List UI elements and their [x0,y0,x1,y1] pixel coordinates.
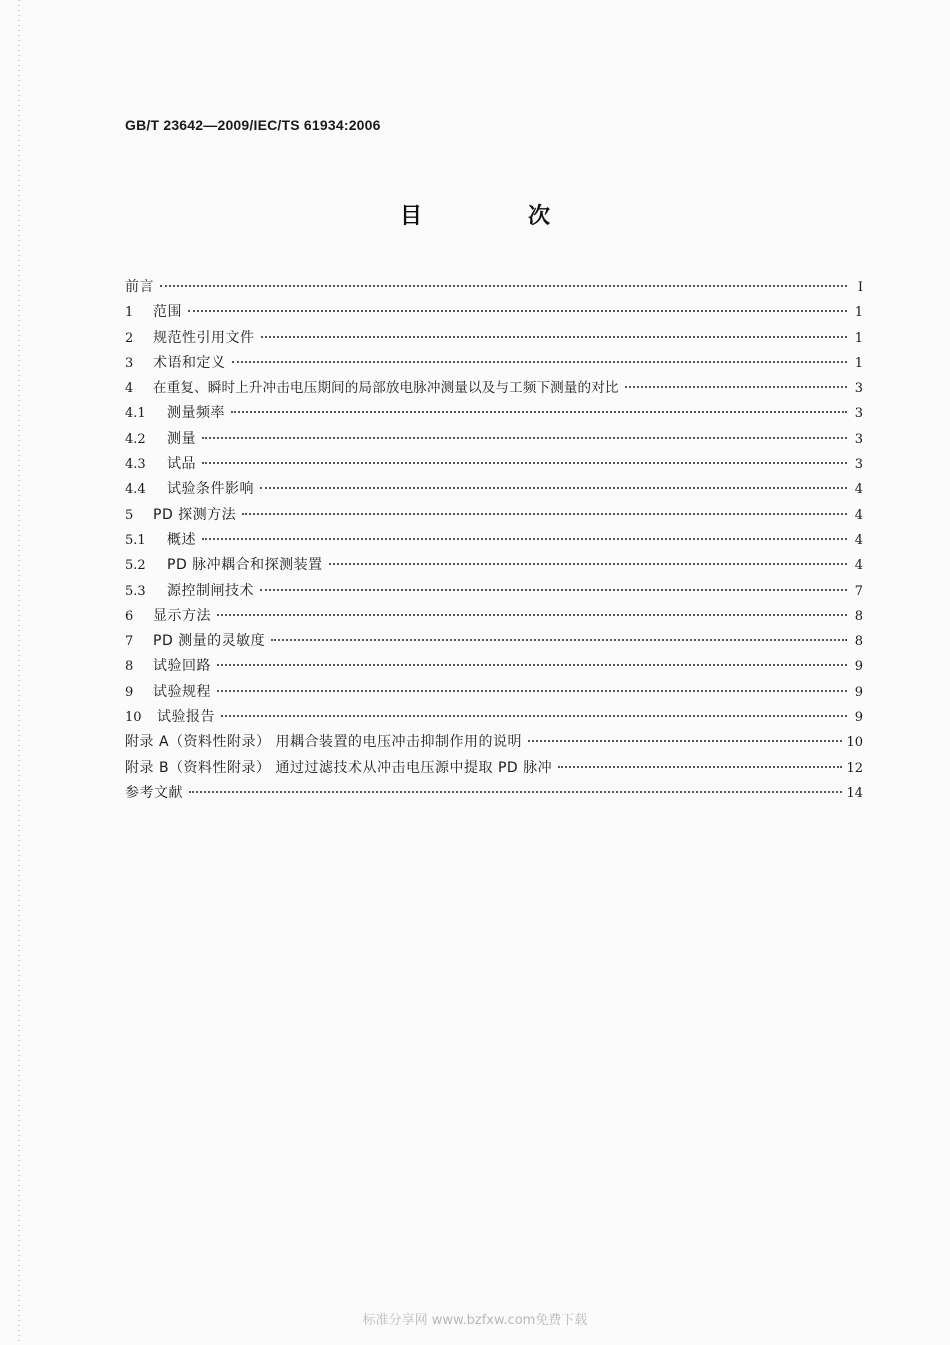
toc-entry-4-3[interactable] [125,452,863,477]
dot-leader [217,664,847,666]
toc-entry-5[interactable] [125,503,863,528]
toc-entry-4-2[interactable] [125,427,863,452]
dot-leader [260,589,847,591]
toc-entry-page: 4 [854,532,863,548]
toc-entry-label: PD 测量的灵敏度 [153,633,266,650]
toc-entry-foreword[interactable] [125,275,863,300]
toc-entry-3[interactable] [125,351,863,376]
toc-entry-label: 测量频率 [167,405,225,422]
dot-leader [217,614,847,616]
dot-leader [217,690,847,692]
toc-title: 目 次 [399,204,592,229]
toc-entry-number: 5 [125,507,134,523]
table-of-contents [125,275,863,806]
dot-leader [625,386,847,388]
toc-entry-page: 9 [854,684,863,700]
toc-entry-label: PD 脉冲耦合和探测装置 [167,557,323,574]
toc-entry-page: 3 [854,457,863,473]
toc-entry-8[interactable] [125,654,863,679]
toc-entry-label: 试验回路 [153,658,211,675]
toc-entry-page: 12 [846,760,863,776]
toc-entry-label: 范围 [153,304,182,321]
toc-entry-label: 在重复、瞬时上升冲击电压期间的局部放电脉冲测量以及与工频下测量的对比 [153,380,619,397]
toc-entry-number: 10 [125,710,142,726]
toc-entry-label: 规范性引用文件 [153,329,255,346]
toc-entry-label: 术语和定义 [153,354,226,371]
toc-entry-number: 2 [125,330,134,346]
toc-entry-label: 显示方法 [153,607,211,624]
toc-entry-1[interactable] [125,300,863,325]
dot-leader [189,791,842,793]
toc-entry-6[interactable] [125,604,863,629]
dot-leader [202,538,847,540]
toc-entry-number: 1 [125,305,134,321]
toc-entry-5-3[interactable] [125,579,863,604]
toc-entry-page: 7 [854,583,863,599]
toc-entry-number: 7 [125,634,134,650]
dot-leader [202,462,847,464]
toc-entry-label: 试验规程 [153,683,211,700]
toc-entry-5-2[interactable] [125,553,863,578]
dot-leader [271,639,847,641]
toc-entry-4-4[interactable] [125,477,863,502]
toc-entry-page: 9 [854,710,863,726]
toc-entry-bibliography[interactable] [125,781,863,806]
toc-entry-number: 4.1 [125,406,146,422]
toc-entry-label: 试品 [167,456,196,473]
dot-leader [188,310,847,312]
dot-leader [231,411,847,413]
toc-entry-4[interactable] [125,376,863,401]
dot-leader [558,766,842,768]
toc-entry-page: 3 [854,381,863,397]
toc-entry-7[interactable] [125,629,863,654]
dot-leader [232,361,848,363]
dot-leader [221,715,847,717]
toc-entry-page: 4 [854,482,863,498]
toc-entry-number: 5.3 [125,583,146,599]
toc-entry-number: 4.2 [125,431,146,447]
toc-entry-5-1[interactable] [125,528,863,553]
toc-entry-page: 1 [854,330,863,346]
toc-entry-annex-a[interactable] [125,730,863,755]
toc-entry-number: 9 [125,684,134,700]
toc-entry-page: 4 [854,558,863,574]
toc-entry-label: 前言 [125,279,154,295]
toc-entry-number: 8 [125,659,134,675]
toc-entry-page: 14 [846,785,863,801]
toc-entry-page: 4 [854,507,863,523]
toc-entry-label: 参考文献 [125,784,183,801]
toc-entry-annex-b[interactable] [125,756,863,781]
toc-entry-page: 9 [854,659,863,675]
toc-entry-page: 1 [854,305,863,321]
toc-entry-page: Ⅰ [857,280,863,295]
toc-entry-label: 附录 A（资料性附录） 用耦合装置的电压冲击抑制作用的说明 [125,734,522,751]
toc-entry-label: PD 探测方法 [153,506,237,523]
toc-entry-label: 概述 [167,531,196,548]
dot-leader [242,513,847,515]
dot-leader [329,563,847,565]
dot-leader [261,336,848,338]
toc-entry-4-1[interactable] [125,401,863,426]
toc-entry-label: 附录 B（资料性附录） 通过过滤技术从冲击电压源中提取 PD 脉冲 [125,759,553,776]
toc-entry-10[interactable] [125,705,863,730]
toc-entry-2[interactable] [125,326,863,351]
dot-leader [528,740,842,742]
standard-code-header: GB/T 23642—2009/IEC/TS 61934:2006 [125,117,381,133]
toc-entry-page: 8 [854,608,863,624]
toc-entry-number: 5.1 [125,532,146,548]
dot-leader [160,285,847,287]
toc-entry-page: 3 [854,431,863,447]
toc-entry-label: 测量 [167,430,196,447]
toc-entry-label: 试验报告 [157,709,215,726]
toc-entry-page: 1 [854,355,863,371]
toc-entry-page: 10 [846,735,863,751]
toc-entry-number: 5.2 [125,558,146,574]
toc-entry-number: 3 [125,355,134,371]
toc-entry-label: 源控制闸技术 [167,582,254,599]
toc-entry-number: 4.4 [125,482,146,498]
toc-entry-number: 6 [125,608,134,624]
toc-entry-9[interactable] [125,680,863,705]
dot-leader [260,487,847,489]
dot-leader [202,437,847,439]
toc-entry-page: 8 [854,634,863,650]
toc-entry-page: 3 [854,406,863,422]
site-watermark: 标准分享网 www.bzfxw.com免费下载 [362,1313,588,1328]
toc-entry-label: 试验条件影响 [167,481,254,498]
toc-entry-number: 4.3 [125,457,146,473]
toc-entry-number: 4 [125,381,134,397]
